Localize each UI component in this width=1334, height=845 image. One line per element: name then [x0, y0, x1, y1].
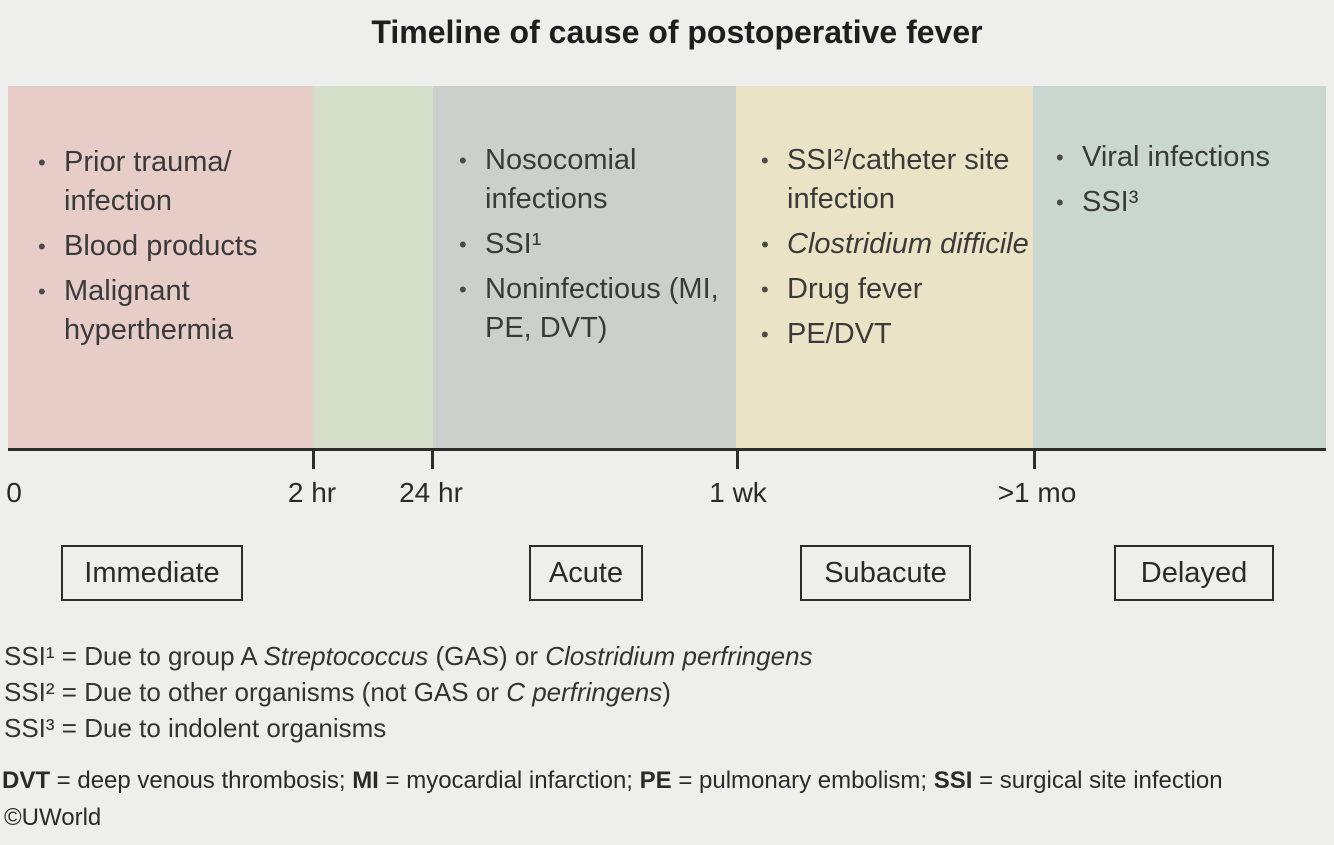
phase-box-delayed: Delayed — [1114, 545, 1274, 601]
timeline-axis — [8, 448, 1326, 451]
cause-item: • PE/DVT — [753, 315, 1033, 354]
tick-label-1wk: 1 wk — [709, 477, 767, 508]
cause-item: • Clostridium difficile — [753, 225, 1033, 264]
footnote-ssi2 — [4, 674, 813, 710]
cause-item: • SSI²/catheter site infection — [753, 141, 1033, 219]
footnote-text: = Due to indolent organisms — [54, 713, 387, 743]
footnotes — [4, 638, 813, 746]
footnote-ssi1 — [4, 638, 813, 674]
abbreviation-definition: = pulmonary embolism; — [671, 767, 934, 794]
footnote-key: SSI² — [4, 677, 55, 707]
tick-mark — [1033, 451, 1036, 469]
footnote-text: ) — [662, 677, 671, 707]
phase-box-acute: Acute — [529, 545, 643, 601]
cause-item: • Nosocomial infections — [451, 141, 741, 219]
early-gap-band — [313, 86, 433, 450]
cause-item: • Blood products — [30, 227, 310, 266]
subacute-causes-list — [753, 141, 1033, 360]
footnote-text: = Due to group A — [54, 641, 264, 671]
organism-name: Streptococcus — [263, 641, 429, 671]
cause-item: • Malignant hyperthermia — [30, 272, 310, 350]
abbreviation-definition: = deep venous thrombosis; — [50, 767, 353, 794]
tick-mark — [736, 451, 739, 469]
abbreviation-definition: = surgical site infection — [972, 767, 1223, 794]
acute-causes-list — [451, 141, 741, 354]
organism-name: Clostridium perfringens — [545, 641, 813, 671]
phase-box-subacute: Subacute — [800, 545, 971, 601]
tick-label-2hr: 2 hr — [287, 477, 337, 508]
abbreviations-line — [2, 767, 1332, 795]
cause-item: • Drug fever — [753, 270, 1033, 309]
immediate-causes-list — [30, 143, 310, 356]
tick-label-1mo: >1 mo — [997, 477, 1077, 508]
diagram-title: Timeline of cause of postoperative fever — [371, 14, 983, 50]
cause-item: • SSI¹ — [451, 225, 741, 264]
tick-label-24hr: 24 hr — [399, 477, 463, 508]
tick-mark — [431, 451, 434, 469]
cause-item: • SSI³ — [1048, 183, 1328, 222]
abbreviation: SSI — [933, 767, 973, 794]
abbreviation: PE — [639, 767, 672, 794]
cause-item: • Noninfectious (MI, PE, DVT) — [451, 270, 741, 348]
phase-box-immediate: Immediate — [61, 545, 243, 601]
abbreviation: MI — [352, 767, 379, 794]
abbreviation-definition: = myocardial infarction; — [378, 767, 640, 794]
footnote-ssi3 — [4, 710, 813, 746]
footnote-key: SSI³ — [4, 713, 55, 743]
footnote-text: (GAS) or — [428, 641, 546, 671]
organism-name: C perfringens — [506, 677, 663, 707]
cause-item: • Prior trauma/ infection — [30, 143, 310, 221]
timeline-chart — [8, 86, 1326, 450]
delayed-causes-list — [1048, 138, 1328, 228]
footnote-key: SSI¹ — [4, 641, 55, 671]
tick-label-0: 0 — [6, 477, 22, 508]
footnote-text: = Due to other organisms (not GAS or — [54, 677, 507, 707]
cause-item: • Viral infections — [1048, 138, 1328, 177]
copyright-notice: ©UWorld — [4, 804, 102, 831]
abbreviation: DVT — [2, 767, 50, 794]
tick-mark — [312, 451, 315, 469]
